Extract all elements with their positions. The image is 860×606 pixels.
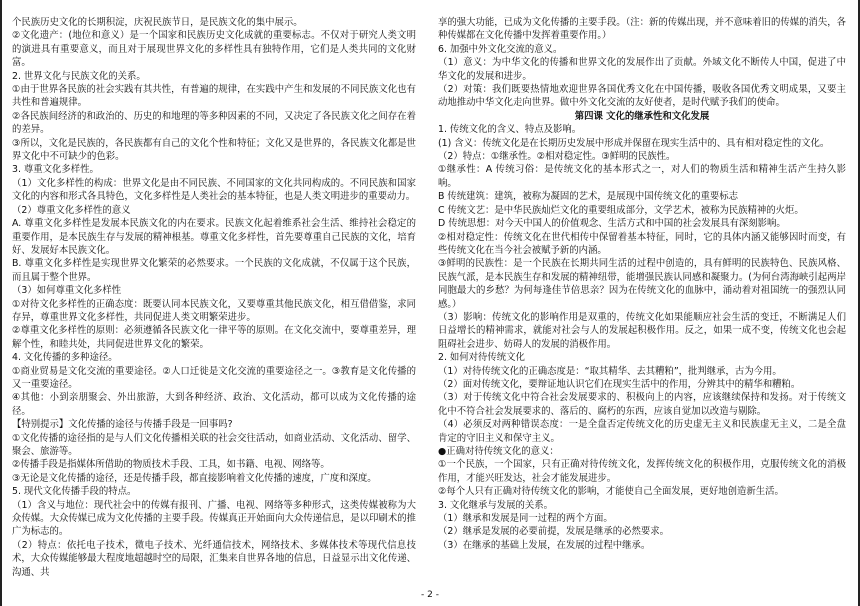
paragraph: ①继承性：A 传统习俗：是传统文化的基本形式之一，对人们的物质生活和精神生活产生持久影响。 (438, 164, 846, 189)
paragraph: （2）继承是发展的必要前提，发展是继承的必然要求。 (438, 526, 669, 538)
paragraph: 1. 传统文化的含义、特点及影响。 (438, 124, 582, 136)
left-column (12, 16, 416, 579)
right-column (438, 16, 846, 552)
paragraph: C 传统文艺：是中华民族灿烂文化的重要组成部分，文学艺术，被称为民族精神的火炬。 (438, 204, 804, 216)
paragraph: （2）尊重文化多样性的意义 (12, 204, 131, 216)
paragraph: （2）对策：我们既要热情地欢迎世界各国优秀文化在中国传播，吸收各国优秀文明成果，又要主动地推动中华文化走向世界。做中外文化交流的友好使者，是时代赋予我们的使命。 (438, 84, 846, 109)
paragraph: 3. 文化继承与发展的关系。 (438, 499, 554, 511)
paragraph: ①由于世界各民族的社会实践有其共性，有普遍的规律，在实践中产生和发展的不同民族文化也有共性和普遍规律。 (12, 84, 416, 109)
paragraph: ③所以，文化是民族的，各民族都有自己的文化个性和特征；文化又是世界的，各民族文化都是世界文化中不可缺少的色彩。 (12, 137, 416, 163)
paragraph: (1) 含义：传统文化是在长期历史发展中形成并保留在现实生活中的、具有相对稳定性的文化。 (438, 137, 830, 149)
paragraph: ②尊重文化多样性的原则：必须遵循各民族文化一律平等的原则。在文化交流中，要尊重差异，理解个性，和睦共处，共同促进世界文化的繁荣。 (12, 325, 416, 350)
paragraph: （3）影响：传统文化的影响作用是双重的，传统文化如果能顺应社会生活的变迁，不断满足人们日益增长的精神需求，就能对社会与人的发展起积极作用。反之，如果一成不变，传统文化也会起阻碍社会进步、妨碍人的发展的消极作用。 (438, 311, 846, 350)
lesson-heading: 第四课 文化的继承性和文化发展 (574, 110, 710, 122)
paragraph: ②相对稳定性：传统文化在世代相传中保留着基本特征，同时，它的具体内涵又能够因时而变，有些传统文化在当今社会被赋予新的内涵。 (438, 231, 846, 256)
paragraph: 4. 文化传播的多种途径。 (12, 352, 118, 364)
paragraph: （2）特点：①继承性。②相对稳定性。③鲜明的民族性。 (438, 151, 676, 163)
paragraph: （2）面对传统文化，要辩证地认识它们在现实生活中的作用，分辨其中的精华和糟粕。 (438, 378, 801, 390)
paragraph: 5. 现代文化传播手段的特点。 (12, 486, 137, 498)
paragraph: （1）文化多样性的构成：世界文化是由不同民族、不同国家的文化共同构成的。不同民族和国家文化的内容和形式各具特色，文化多样性是人类社会的基本特征，也是人类文明进步的重要动力。 (12, 177, 416, 203)
paragraph: ①对待文化多样性的正确态度：既要认同本民族文化，又要尊重其他民族文化，相互借借鉴，求同存异，尊重世界文化多样性，共同促进人类文明繁荣进步。 (12, 298, 416, 323)
paragraph: 6. 加强中外文化交流的意义。 (438, 43, 563, 55)
paragraph: 2. 世界文化与民族文化的关系。 (12, 70, 146, 82)
paragraph: ④其他：小到亲朋聚会、外出旅游，大到各种经济、政治、文化活动，都可以成为文化传播的途径。 (12, 392, 416, 417)
paragraph: A. 尊重文化多样性是发展本民族文化的内在要求。民族文化起着维系社会生活、维持社会稳定的重要作用，是本民族生存与发展的精神根基。尊重文化多样性，首先要尊重自己民族的文化，培育好、发展好本民族文化。 (12, 218, 416, 256)
paragraph: ②传播手段是指媒体所借助的物质技术手段、工具，如书籍、电视、网络等。 (12, 459, 330, 471)
paragraph: ①文化传播的途径指的是与人们文化传播相关联的社会交往活动，如商业活动、文化活动、留学、聚会、旅游等。 (12, 432, 416, 457)
page-number: - 2 - (421, 590, 439, 600)
paragraph: 【特别提示】文化传播的途径与传播手段是一回事吗? (12, 419, 233, 431)
paragraph: （3）如何尊重文化多样性 (12, 285, 122, 297)
page-left-edge (0, 0, 2, 606)
paragraph: （1）对待传统文化的正确态度是：“取其精华、去其糟粕”，批判继承，古为今用。 (438, 365, 782, 377)
paragraph: ②每个人只有正确对待传统文化的影响，才能使自己全面发展，更好地创造新生活。 (438, 486, 784, 498)
paragraph: ● 正确对待传统文化的意义： (438, 445, 846, 458)
paragraph: （1）继承和发展是同一过程的两个方面。 (438, 513, 613, 525)
paragraph: （1）意义：为中华文化的传播和世界文化的发展作出了贡献。外域文化不断传人中国，促进了中华文化的发展和进步。 (438, 57, 846, 82)
paragraph: B. 尊重文化多样性是实现世界文化繁荣的必然要求。一个民族的文化成就，不仅属于这个民族，而且属于整个世界。 (12, 258, 416, 283)
paragraph: ①一个民族，一个国家，只有正确对待传统文化，发挥传统文化的积极作用，克服传统文化的消极作用，才能兴旺发达，社会才能发展进步。 (438, 459, 846, 484)
paragraph: ②各民族间经济的和政治的、历史的和地理的等多种因素的不同，又决定了各民族文化之间存在着的差异。 (12, 110, 416, 136)
paragraph: （3）在继承的基础上发展，在发展的过程中继承。 (438, 539, 651, 551)
paragraph: （4）必须反对两种错误态度：一是全盘否定传统文化的历史虚无主义和民族虚无主义，二是全盘肯定的守旧主义和保守主义。 (438, 419, 846, 444)
paragraph: 3. 尊重文化多样性。 (12, 164, 99, 176)
paragraph: ②文化遗产：(地位和意义）是一个国家和民族历史文化成就的重要标志。不仅对于研究人类文明的演进具有重要意义，而且对于展现世界文化的多样性具有独特作用，它们是人类共同的文化财富。 (12, 30, 416, 69)
paragraph: D 传统思想：对今天中国人的价值观念、生活方式和中国的社会发展具有深刻影响。 (438, 218, 786, 230)
paragraph: ①商业贸易是文化交流的重要途径。②人口迁徙是文化交流的重要途径之一。③教育是文化传播的又一重要途径。 (12, 365, 416, 390)
paragraph: ③无论是文化传播的途径，还是传播手段，都直接影响着文化传播的速度，广度和深度。 (12, 472, 377, 484)
paragraph: B 传统建筑：建筑，被称为凝固的艺术，是展现中国传统文化的重要标志 (438, 191, 739, 203)
paragraph: （3）对于传统文化中符合社会发展要求的、积极向上的内容，应该继续保持和发扬。对于传统文化中不符合社会发展要求的、落后的、腐朽的东西，应该自觉加以改造与剔除。 (438, 392, 846, 417)
paragraph: （1）含义与地位：现代社会中的传媒有报刊、广播、电视、网络等多种形式，这类传媒被称为大众传媒。大众传媒已成为文化传播的主要手段。传媒真正开始面向大众传递信息，是以印刷术的推广为标志的。 (12, 499, 416, 538)
paragraph: ③鲜明的民族性：是一个民族在长期共同生活的过程中创造的，具有鲜明的民族特色、民族风格、民族气派，是本民族生存和发展的精神纽带，能增强民族认同感和凝聚力。(为何台湾海峡引起两岸同胞最大的乡愁？为何每逢佳节倍思亲？因为在传统文化的血脉中，涌动着对祖国统一的强烈认同感。） (438, 258, 846, 310)
paragraph: 个民族历史文化的长期积淀，庆祝民族节日，是民族文化的集中展示。 (12, 17, 303, 28)
paragraph: 2. 如何对待传统文化 (438, 352, 525, 364)
paragraph: 享的强大功能，已成为文化传播的主要手段。（注：新的传媒出现，并不意味着旧的传媒的消失，各种传媒都在文化传播中发挥着重要作用。） (438, 17, 846, 42)
paragraph: （2）特点：依托电子技术，微电子技术、光纤通信技术，网络技术、多媒体技术等现代信息技术，大众传媒能够最大程度地超越时空的局限，汇集来自世界各地的信息，日益显示出文化传递、沟通、共 (12, 539, 416, 578)
